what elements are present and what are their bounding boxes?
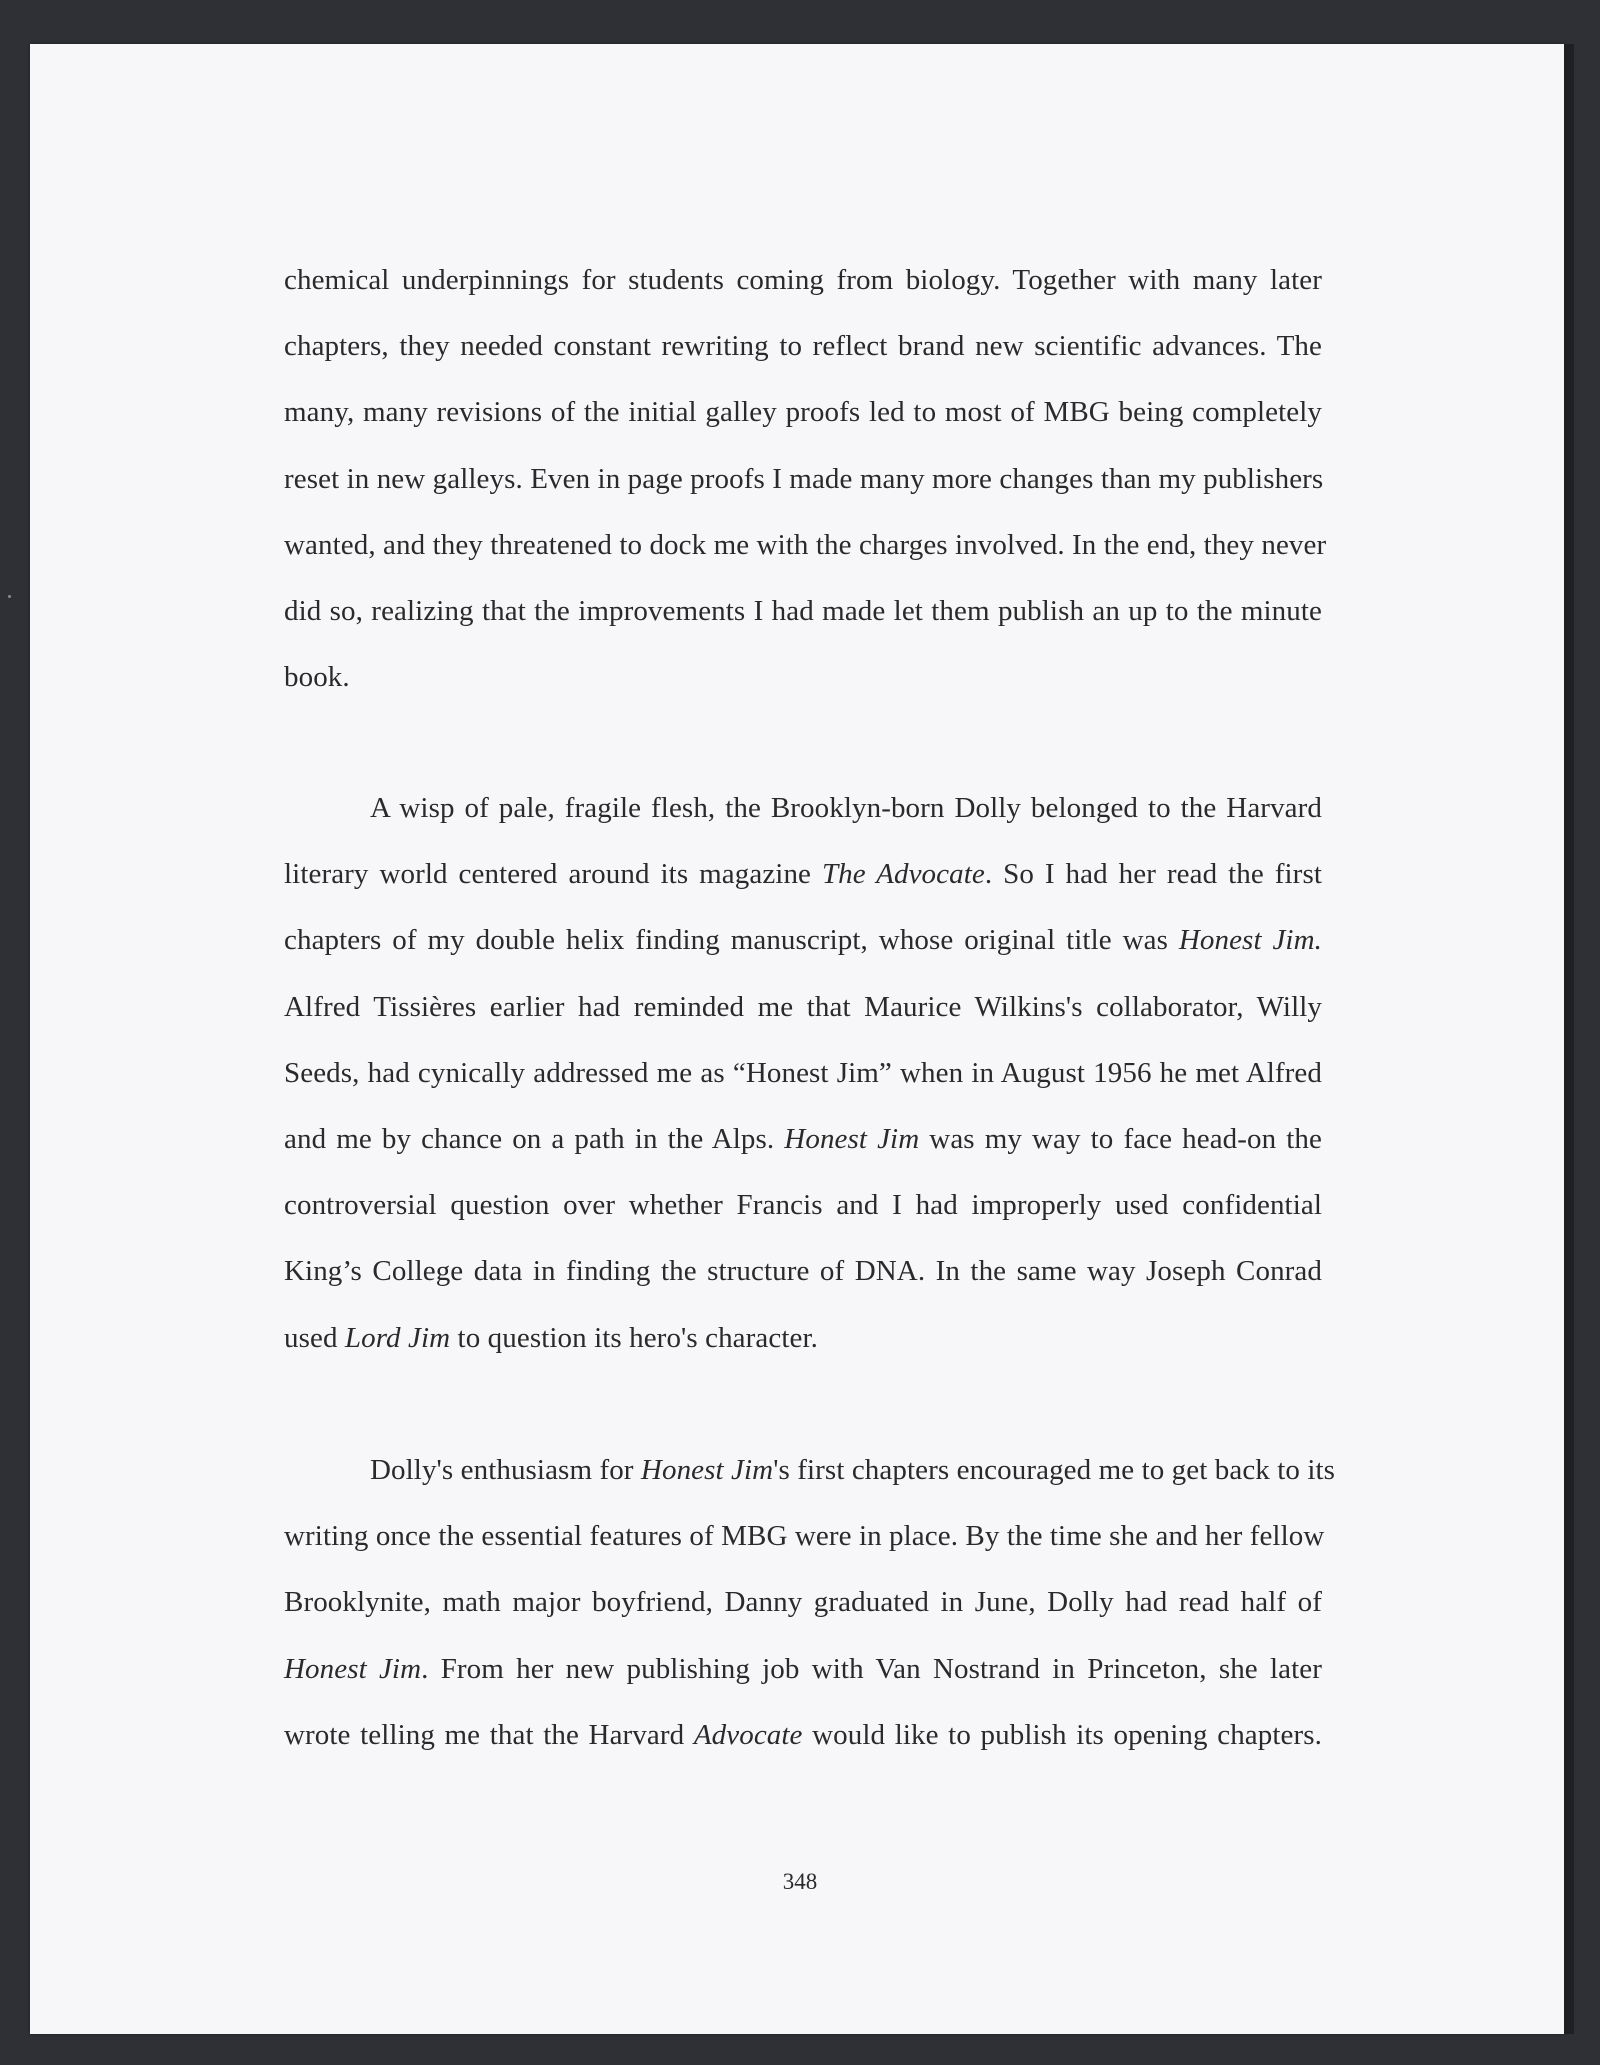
text-line [284,1253,1322,1289]
text-span: to question its hero's character. [450,1321,818,1354]
text-line [284,1121,1322,1157]
text-span: 's first chapters encouraged me to get back to its [773,1454,1336,1486]
text-line [284,527,1327,563]
text-span: Brooklynite, math major boyfriend, Danny graduated in June, Dolly had read half of [284,1586,1322,1619]
text-span: literary world centered around its magazine [284,858,822,891]
text-line [284,394,1322,430]
text-span: Seeds, had cynically addressed me as “Honest Jim” when in August 1956 he met Alfred [284,1056,1322,1089]
text-line [284,262,1322,298]
text-span: wanted, and they threatened to dock me with the charges involved. In the end, they never [284,528,1327,561]
text-line [284,1717,1322,1753]
text-span: . So I had her read the first [984,858,1322,891]
text-span: chemical underpinnings for students coming from biology. Together with many later [284,264,1322,296]
text-span: writing once the essential features of MBG were in place. By the time she and her fellow [284,1520,1325,1553]
page-number: 348 [782,1869,818,1894]
text-span: chapters of my double helix finding manuscript, whose original title was [284,924,1179,957]
italic-title-span: Honest Jim. [1178,924,1322,957]
text-line [284,461,1322,497]
text-span: many, many revisions of the initial galley proofs led to most of MBG being completely [284,396,1322,429]
page-edge-shadow [1564,44,1574,2034]
text-line [284,593,1322,629]
text-span: King’s College data in finding the structure of DNA. In the same way Joseph Conrad [284,1255,1322,1288]
text-line [284,1055,1322,1091]
italic-title-span: Honest Jim [784,1123,920,1155]
text-line [284,659,1322,695]
text-span: Dolly's enthusiasm for [370,1454,641,1486]
text-line [284,328,1322,364]
italic-title-span: Honest Jim [284,1652,422,1685]
text-span: wrote telling me that the Harvard [284,1718,694,1751]
italic-title-span: Lord Jim [344,1321,451,1354]
text-line [284,1584,1322,1620]
text-line [370,1452,1336,1488]
text-span: and me by chance on a path in the Alps. [284,1123,785,1155]
text-span: Alfred Tissières earlier had reminded me that Maurice Wilkins's collaborator, Willy [284,990,1322,1023]
italic-title-span: The Advocate [821,858,985,891]
text-span: chapters, they needed constant rewriting to reflect brand new scientific advances. The [284,330,1322,363]
text-line [284,989,1322,1025]
text-span: reset in new galleys. Even in page proofs I made many more changes than my publishers [284,462,1324,495]
text-span: . From her new publishing job with Van Nostrand in Princeton, she later [421,1652,1323,1685]
italic-title-span: Advocate [693,1718,803,1751]
text-line [284,1320,1322,1356]
text-line [284,856,1322,892]
text-span: controversial question over whether Francis and I had improperly used confidential [284,1189,1322,1222]
italic-title-span: Honest Jim [640,1454,774,1486]
text-line [284,1651,1322,1687]
text-span: did so, realizing that the improvements I had made let them publish an up to the minute [284,595,1322,627]
text-line [370,790,1322,826]
text-line [284,1187,1322,1223]
text-span: was my way to face head-on the [919,1123,1322,1155]
text-span: used [284,1321,345,1354]
text-span: A wisp of pale, fragile flesh, the Brooklyn-born Dolly belonged to the Harvard [370,792,1322,824]
text-line [284,922,1322,958]
text-span: would like to publish its opening chapters. [802,1718,1322,1751]
text-line [284,1518,1325,1554]
scan-speck [8,595,11,598]
text-span: book. [284,661,350,694]
